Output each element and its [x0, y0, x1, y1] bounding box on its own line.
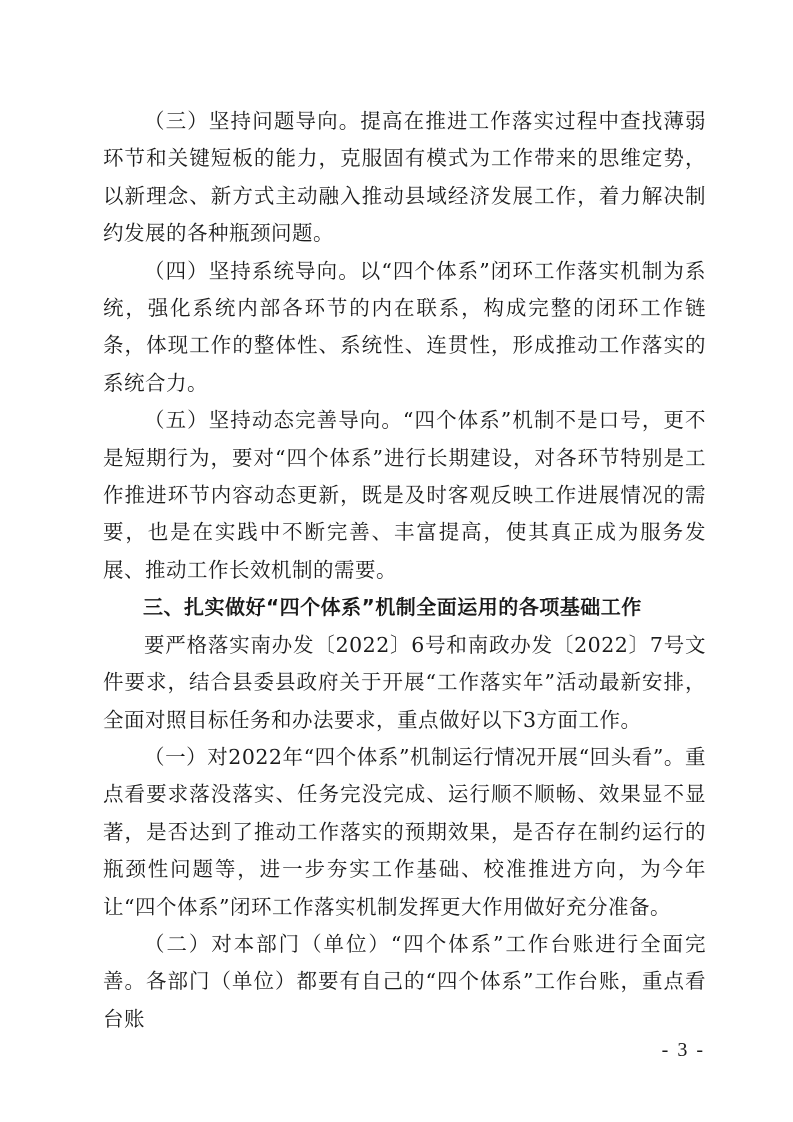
- section-heading-three: 三、扎实做好“四个体系”机制全面运用的各项基础工作: [143, 595, 642, 620]
- paragraph-dynamic-orientation: （五）坚持动态完善导向。“四个体系”机制不是口号，更不是短期行为，要对“四个体系”进行长期建设，对各环节特别是工作推进环节内容动态更新，既是及时客观反映工作进展情况的需要，也是在实践中不断完善、丰富提高，使其真正成为服务发展、推动工作长效机制的需要。: [103, 408, 706, 582]
- document-body: [103, 103, 706, 1038]
- paragraph-problem-orientation: （三）坚持问题导向。提高在推进工作落实过程中查找薄弱环节和关键短板的能力，克服固有模式为工作带来的思维定势，以新理念、新方式主动融入推动县域经济发展工作，着力解决制约发展的各种瓶颈问题。: [103, 109, 706, 246]
- page-number: - 3 -: [661, 1039, 705, 1061]
- paragraph-ledger-improvement: （二）对本部门（单位）“四个体系”工作台账进行全面完善。各部门（单位）都要有自己的“四个体系”工作台账，重点看台账: [103, 931, 706, 1031]
- paragraph-system-orientation: （四）坚持系统导向。以“四个体系”闭环工作落实机制为系统，强化系统内部各环节的内在联系，构成完整的闭环工作链条，体现工作的整体性、系统性、连贯性，形成推动工作落实的系统合力。: [103, 258, 706, 395]
- paragraph-review-2022: （一）对2022年“四个体系”机制运行情况开展“回头看”。重点看要求落没落实、任务完没完成、运行顺不顺畅、效果显不显著，是否达到了推动工作落实的预期效果，是否存在制约运行的瓶颈性问题等，进一步夯实工作基础、校准推进方向，为今年让“四个体系”闭环工作落实机制发挥更大作用做好充分准备。: [103, 744, 706, 919]
- paragraph-requirements: 要严格落实南办发〔2022〕6号和南政办发〔2022〕7号文件要求，结合县委县政府关于开展“工作落实年”活动最新安排，全面对照目标任务和办法要求，重点做好以下3方面工作。: [103, 632, 706, 732]
